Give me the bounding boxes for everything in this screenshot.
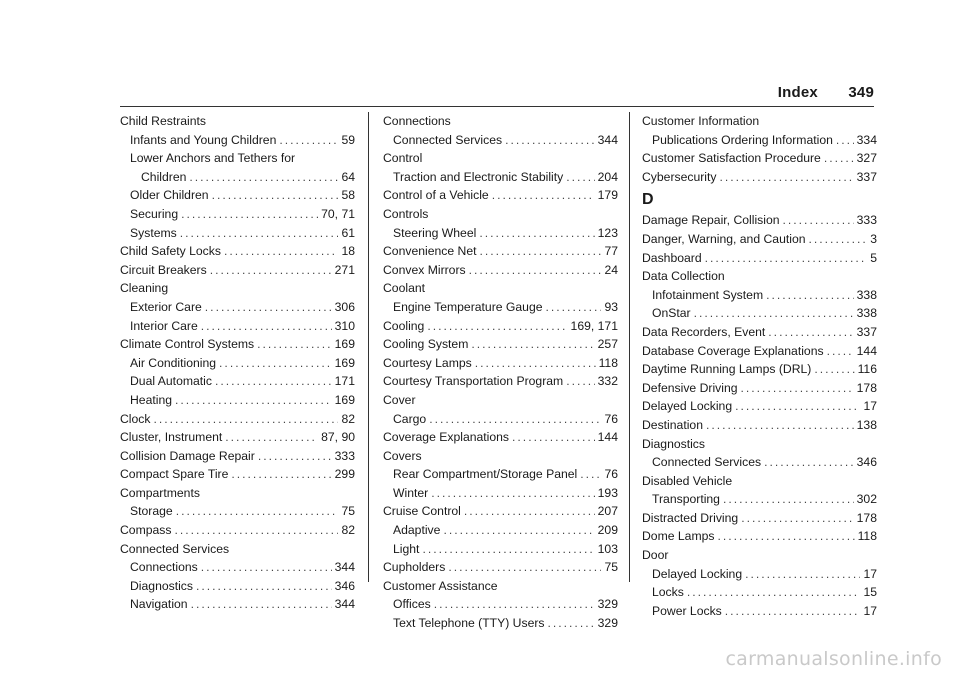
entry-page-ref: 179 <box>597 188 618 203</box>
entry-page-ref: 332 <box>597 374 618 389</box>
entry-page-ref: 169 <box>334 355 355 370</box>
index-entry <box>120 354 355 373</box>
dot-leader <box>219 354 332 373</box>
entry-term: Clock <box>120 411 151 426</box>
entry-term: Convex Mirrors <box>383 262 466 277</box>
entry-term: Dashboard <box>642 250 702 265</box>
entry-term: Distracted Driving <box>642 510 739 525</box>
entry-page-ref: 59 <box>341 132 355 147</box>
entry-page-ref: 333 <box>334 448 355 463</box>
index-entry <box>383 131 618 150</box>
entry-term: Climate Control Systems <box>120 337 255 352</box>
entry-page-ref: 61 <box>341 225 355 240</box>
entry-page-ref: 204 <box>597 169 618 184</box>
entry-term: Circuit Breakers <box>120 262 207 277</box>
index-entry <box>383 521 618 540</box>
entry-page-ref: 338 <box>856 287 877 302</box>
dot-leader <box>448 558 601 577</box>
dot-leader <box>257 335 332 354</box>
dot-leader <box>201 317 332 336</box>
entry-page-ref: 271 <box>334 262 355 277</box>
dot-leader <box>723 490 854 509</box>
index-entry <box>120 428 355 447</box>
entry-page-ref: 3 <box>870 231 877 246</box>
index-entry <box>120 317 355 336</box>
index-entry <box>120 131 355 150</box>
header-rule <box>120 106 874 107</box>
entry-page-ref: 344 <box>597 132 618 147</box>
entry-term: Database Coverage Explanations <box>642 343 824 358</box>
entry-page-ref: 15 <box>863 585 877 600</box>
entry-page-ref: 17 <box>863 399 877 414</box>
index-entry <box>642 416 877 435</box>
entry-term: Delayed Locking <box>652 566 743 581</box>
entry-term: Older Children <box>130 188 209 203</box>
entry-term: Compass <box>120 523 172 538</box>
index-heading: Cover <box>383 392 416 407</box>
entry-page-ref: 118 <box>857 529 877 544</box>
entry-page-ref: 346 <box>856 455 877 470</box>
index-entry <box>120 224 355 243</box>
dot-leader <box>174 521 338 540</box>
index-entry <box>120 502 355 521</box>
dot-leader <box>431 484 594 503</box>
dot-leader <box>231 465 331 484</box>
entry-term: Danger, Warning, and Caution <box>642 231 806 246</box>
dot-leader <box>429 410 601 429</box>
dot-leader <box>224 242 339 261</box>
entry-term: Steering Wheel <box>393 225 477 240</box>
dot-leader <box>471 335 594 354</box>
index-heading: Cleaning <box>120 281 169 296</box>
index-entry <box>642 490 877 509</box>
index-entry <box>383 614 618 633</box>
entry-term: Exterior Care <box>130 299 202 314</box>
dot-leader <box>427 317 567 336</box>
dot-leader <box>279 131 338 150</box>
entry-term: Connected Services <box>393 132 503 147</box>
index-entry <box>383 428 618 447</box>
index-letter-heading: D <box>642 191 654 209</box>
dot-leader <box>725 602 861 621</box>
dot-leader <box>464 502 595 521</box>
entry-term: Systems <box>130 225 177 240</box>
entry-page-ref: 93 <box>604 299 618 314</box>
entry-term: Storage <box>130 504 173 519</box>
entry-page-ref: 333 <box>856 213 877 228</box>
entry-page-ref: 338 <box>856 306 877 321</box>
index-heading: Connected Services <box>120 541 230 556</box>
entry-term: Air Conditioning <box>130 355 217 370</box>
entry-page-ref: 337 <box>856 324 877 339</box>
page-header <box>778 84 874 101</box>
index-entry <box>383 317 618 336</box>
entry-term: Infants and Young Children <box>130 132 277 147</box>
entry-term: Dome Lamps <box>642 529 715 544</box>
index-entry <box>383 186 618 205</box>
dot-leader <box>422 540 594 559</box>
dot-leader <box>215 372 332 391</box>
entry-page-ref: 329 <box>597 597 618 612</box>
index-entry <box>120 558 355 577</box>
page-number: 349 <box>848 84 874 101</box>
index-entry <box>383 595 618 614</box>
entry-term: Courtesy Transportation Program <box>383 374 564 389</box>
index-heading: Diagnostics <box>642 436 705 451</box>
entry-page-ref: 346 <box>334 578 355 593</box>
index-entry <box>642 397 877 416</box>
entry-page-ref: 169 <box>334 337 355 352</box>
entry-term: Cooling System <box>383 337 469 352</box>
dot-leader <box>705 249 868 268</box>
entry-term: Offices <box>393 597 431 612</box>
entry-term: Light <box>393 541 420 556</box>
index-heading: Controls <box>383 206 429 221</box>
entry-term: Power Locks <box>652 603 722 618</box>
entry-page-ref: 310 <box>334 318 355 333</box>
entry-page-ref: 209 <box>597 523 618 538</box>
entry-term: Compact Spare Tire <box>120 467 229 482</box>
dot-leader <box>809 230 868 249</box>
entry-page-ref: 118 <box>598 355 618 370</box>
entry-term: Courtesy Lamps <box>383 355 472 370</box>
entry-page-ref: 144 <box>856 343 877 358</box>
dot-leader <box>566 372 594 391</box>
index-entry <box>642 342 877 361</box>
entry-page-ref: 75 <box>341 504 355 519</box>
entry-term: Cupholders <box>383 560 446 575</box>
entry-term: Destination <box>642 417 703 432</box>
index-heading: Door <box>642 548 669 563</box>
entry-page-ref: 193 <box>597 485 618 500</box>
index-entry <box>642 453 877 472</box>
section-title: Index <box>777 84 818 101</box>
entry-page-ref: 138 <box>856 417 877 432</box>
entry-term: Transporting <box>652 492 720 507</box>
entry-page-ref: 334 <box>856 132 877 147</box>
entry-page-ref: 75 <box>604 560 618 575</box>
index-entry <box>383 484 618 503</box>
entry-term: Children <box>141 169 187 184</box>
index-entry <box>120 186 355 205</box>
entry-page-ref: 116 <box>857 362 877 377</box>
dot-leader <box>741 509 853 528</box>
dot-leader <box>191 595 332 614</box>
index-entry <box>642 286 877 305</box>
index-entry <box>642 379 877 398</box>
index-entry <box>642 211 877 230</box>
index-entry <box>642 249 877 268</box>
entry-term: Diagnostics <box>130 578 193 593</box>
entry-page-ref: 70, 71 <box>321 206 355 221</box>
entry-term: Locks <box>652 585 684 600</box>
dot-leader <box>814 360 854 379</box>
dot-leader <box>196 577 332 596</box>
entry-term: Navigation <box>130 597 188 612</box>
entry-page-ref: 207 <box>597 504 618 519</box>
dot-leader <box>735 397 860 416</box>
entry-page-ref: 171 <box>334 374 355 389</box>
dot-leader <box>580 465 601 484</box>
index-heading: Coolant <box>383 281 426 296</box>
index-heading: Covers <box>383 448 422 463</box>
entry-term: Publications Ordering Information <box>652 132 833 147</box>
index-entry <box>383 372 618 391</box>
index-entry <box>120 205 355 224</box>
dot-leader <box>225 428 318 447</box>
index-heading: Customer Assistance <box>383 578 498 593</box>
entry-term: Engine Temperature Gauge <box>393 299 543 314</box>
entry-page-ref: 344 <box>334 560 355 575</box>
entry-term: Traction and Electronic Stability <box>393 169 564 184</box>
column-divider-1 <box>368 112 369 582</box>
index-entry <box>642 230 877 249</box>
entry-term: Convenience Net <box>383 244 477 259</box>
dot-leader <box>566 168 594 187</box>
entry-page-ref: 169, 171 <box>570 318 618 333</box>
index-entry <box>120 298 355 317</box>
index-heading: Child Restraints <box>120 114 207 128</box>
index-heading: Connections <box>383 114 451 128</box>
entry-page-ref: 18 <box>341 244 355 259</box>
index-entry <box>383 540 618 559</box>
entry-term: Winter <box>393 485 429 500</box>
entry-page-ref: 178 <box>856 510 877 525</box>
entry-term: Connected Services <box>652 455 762 470</box>
dot-leader <box>175 391 332 410</box>
dot-leader <box>505 131 595 150</box>
index-heading: Data Collection <box>642 269 725 284</box>
entry-page-ref: 337 <box>856 169 877 184</box>
dot-leader <box>548 614 595 633</box>
entry-page-ref: 169 <box>334 392 355 407</box>
index-column-2 <box>383 112 618 633</box>
entry-term: Text Telephone (TTY) Users <box>393 616 545 631</box>
entry-term: Delayed Locking <box>642 399 733 414</box>
index-entry <box>120 168 355 187</box>
index-entry <box>383 558 618 577</box>
dot-leader <box>717 527 854 546</box>
entry-term: Collision Damage Repair <box>120 448 255 463</box>
index-entry <box>383 410 618 429</box>
index-entry <box>383 335 618 354</box>
dot-leader <box>443 521 594 540</box>
dot-leader <box>694 304 854 323</box>
entry-page-ref: 306 <box>334 299 355 314</box>
entry-page-ref: 87, 90 <box>321 430 355 445</box>
dot-leader <box>720 168 854 187</box>
entry-page-ref: 144 <box>597 430 618 445</box>
dot-leader <box>475 354 596 373</box>
entry-page-ref: 64 <box>341 169 355 184</box>
dot-leader <box>434 595 595 614</box>
dot-leader <box>512 428 595 447</box>
dot-leader <box>546 298 602 317</box>
entry-page-ref: 302 <box>856 492 877 507</box>
entry-term: Dual Automatic <box>130 374 212 389</box>
index-entry <box>642 527 877 546</box>
index-entry <box>642 304 877 323</box>
entry-page-ref: 58 <box>341 188 355 203</box>
entry-term: Cybersecurity <box>642 169 717 184</box>
entry-term: Infotainment System <box>652 287 764 302</box>
index-entry <box>120 372 355 391</box>
column-divider-2 <box>629 112 630 582</box>
dot-leader <box>836 131 854 150</box>
entry-term: Defensive Driving <box>642 380 738 395</box>
index-entry <box>120 410 355 429</box>
index-entry <box>120 242 355 261</box>
index-entry <box>383 354 618 373</box>
dot-leader <box>479 224 594 243</box>
dot-leader <box>210 261 332 280</box>
entry-term: Damage Repair, Collision <box>642 213 780 228</box>
entry-term: Cargo <box>393 411 427 426</box>
dot-leader <box>745 565 860 584</box>
entry-page-ref: 178 <box>856 380 877 395</box>
entry-page-ref: 82 <box>341 411 355 426</box>
dot-leader <box>741 379 854 398</box>
entry-page-ref: 17 <box>863 603 877 618</box>
entry-term: Cruise Control <box>383 504 461 519</box>
index-entry <box>383 168 618 187</box>
index-entry <box>642 149 877 168</box>
index-heading: Customer Information <box>642 114 760 128</box>
dot-leader <box>205 298 332 317</box>
dot-leader <box>768 323 853 342</box>
entry-term: Child Safety Locks <box>120 244 221 259</box>
index-entry <box>642 168 877 187</box>
dot-leader <box>706 416 854 435</box>
dot-leader <box>480 242 602 261</box>
dot-leader <box>687 583 861 602</box>
entry-page-ref: 24 <box>604 262 618 277</box>
index-entry <box>120 595 355 614</box>
entry-term: Daytime Running Lamps (DRL) <box>642 362 812 377</box>
index-heading: Control <box>383 151 423 166</box>
entry-term: Adaptive <box>393 523 441 538</box>
dot-leader <box>201 558 332 577</box>
index-entry <box>120 447 355 466</box>
entry-page-ref: 5 <box>870 250 877 265</box>
entry-term: Data Recorders, Event <box>642 324 766 339</box>
index-heading: Disabled Vehicle <box>642 473 733 488</box>
index-entry <box>383 502 618 521</box>
dot-leader <box>189 168 338 187</box>
index-entry <box>120 577 355 596</box>
entry-term: Cooling <box>383 318 425 333</box>
dot-leader <box>153 410 338 429</box>
entry-page-ref: 327 <box>856 151 877 166</box>
entry-page-ref: 17 <box>863 566 877 581</box>
index-entry <box>642 602 877 621</box>
dot-leader <box>827 342 854 361</box>
entry-page-ref: 329 <box>597 616 618 631</box>
entry-page-ref: 299 <box>334 467 355 482</box>
dot-leader <box>180 224 339 243</box>
watermark: carmanualsonline.info <box>725 648 942 670</box>
entry-page-ref: 76 <box>604 467 618 482</box>
index-column-3 <box>642 112 877 620</box>
index-entry <box>383 261 618 280</box>
entry-term: Rear Compartment/Storage Panel <box>393 467 578 482</box>
entry-page-ref: 103 <box>597 541 618 556</box>
entry-page-ref: 344 <box>334 597 355 612</box>
entry-page-ref: 76 <box>604 411 618 426</box>
index-entry <box>120 335 355 354</box>
index-entry <box>642 360 877 379</box>
entry-term: Cluster, Instrument <box>120 430 223 445</box>
entry-term: Interior Care <box>130 318 198 333</box>
index-entry <box>383 242 618 261</box>
entry-page-ref: 257 <box>597 337 618 352</box>
dot-leader <box>783 211 854 230</box>
entry-term: Customer Satisfaction Procedure <box>642 151 821 166</box>
dot-leader <box>176 502 339 521</box>
index-entry <box>642 131 877 150</box>
index-heading: Lower Anchors and Tethers for <box>130 151 296 166</box>
index-entry <box>642 509 877 528</box>
entry-term: Connections <box>130 560 198 575</box>
index-entry <box>383 224 618 243</box>
index-entry <box>642 565 877 584</box>
dot-leader <box>492 186 595 205</box>
dot-leader <box>258 447 332 466</box>
index-entry <box>120 391 355 410</box>
index-entry <box>120 521 355 540</box>
entry-term: Coverage Explanations <box>383 430 510 445</box>
dot-leader <box>212 186 339 205</box>
entry-term: OnStar <box>652 306 691 321</box>
dot-leader <box>766 286 854 305</box>
entry-page-ref: 82 <box>341 523 355 538</box>
index-entry <box>642 323 877 342</box>
index-entry <box>383 298 618 317</box>
index-entry <box>383 465 618 484</box>
entry-term: Heating <box>130 392 173 407</box>
dot-leader <box>469 261 602 280</box>
index-column-1 <box>120 112 355 614</box>
dot-leader <box>181 205 318 224</box>
index-entry <box>120 465 355 484</box>
index-entry <box>120 261 355 280</box>
entry-page-ref: 123 <box>597 225 618 240</box>
dot-leader <box>764 453 854 472</box>
index-entry <box>642 583 877 602</box>
entry-page-ref: 77 <box>604 244 618 259</box>
dot-leader <box>824 149 854 168</box>
entry-term: Securing <box>130 206 179 221</box>
entry-term: Control of a Vehicle <box>383 188 489 203</box>
index-heading: Compartments <box>120 485 200 500</box>
